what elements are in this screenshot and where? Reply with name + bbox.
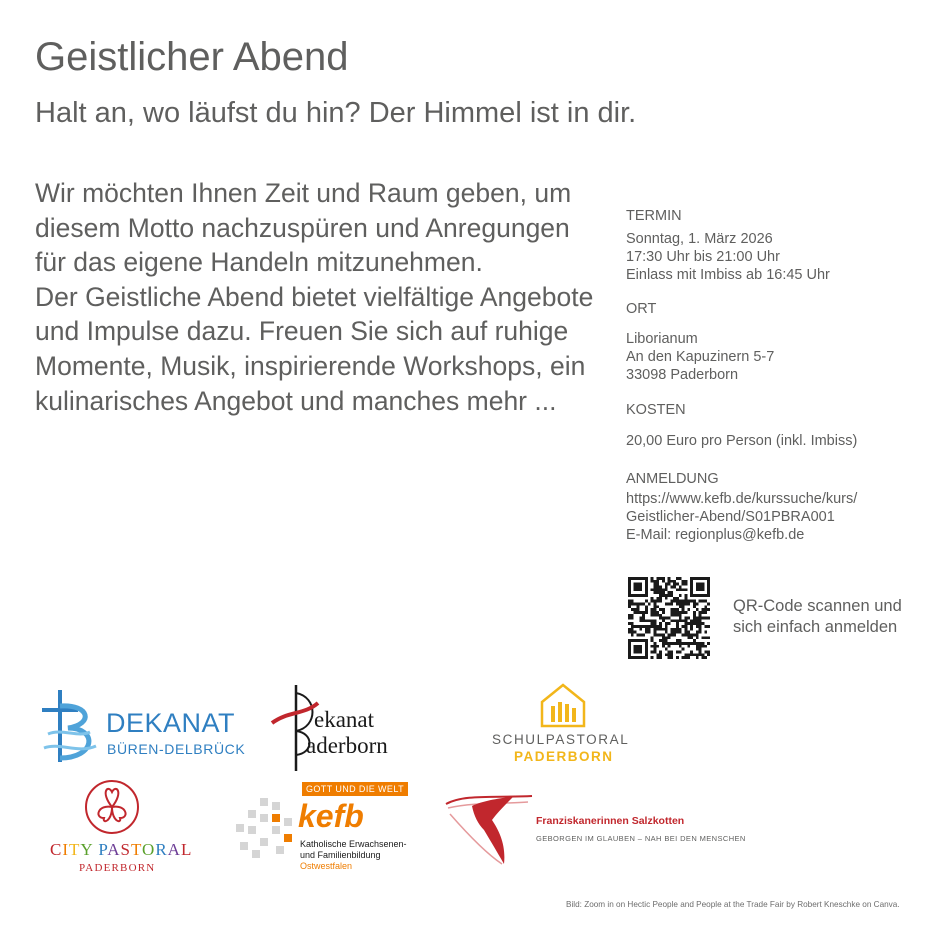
city-pastoral-letter: O	[142, 840, 156, 859]
logo-kefb	[230, 782, 420, 872]
qr-caption-line1: QR-Code scannen und	[733, 597, 902, 615]
dekanat-bd-emblem-icon	[38, 688, 108, 766]
city-pastoral-letter: R	[155, 840, 168, 859]
dekanat-pb-cross-icon	[270, 683, 320, 773]
page-subtitle: Halt an, wo läufst du hin? Der Himmel ist in dir.	[35, 97, 637, 129]
kefb-badge: GOTT UND DIE WELT	[302, 782, 408, 796]
logo-schulpastoral	[490, 682, 640, 767]
dekanat-bd-sub: BÜREN-DELBRÜCK	[107, 741, 246, 757]
kefb-line2: und Familienbildung	[300, 850, 381, 860]
schulpastoral-line1: SCHULPASTORAL	[492, 732, 630, 747]
image-credit: Bild: Zoom in on Hectic People and People at the Trade Fair by Robert Kneschke on Canva.	[566, 900, 900, 909]
logo-city-pastoral	[48, 778, 193, 878]
franziskanerinnen-name: Franziskanerinnen Salzkotten	[536, 815, 685, 827]
kefb-name: kefb	[298, 798, 364, 834]
city-pastoral-letter: Y	[80, 840, 94, 859]
termin-admission: Einlass mit Imbiss ab 16:45 Uhr	[626, 267, 830, 283]
city-pastoral-letter: I	[62, 840, 70, 859]
anmeldung-url-line2[interactable]: Geistlicher-Abend/S01PBRA001	[626, 509, 835, 525]
intro-text	[35, 176, 595, 418]
kosten-heading: KOSTEN	[626, 402, 686, 418]
ort-city: 33098 Paderborn	[626, 367, 739, 383]
anmeldung-heading: ANMELDUNG	[626, 471, 719, 487]
intro-paragraph-2: Der Geistliche Abend bietet vielfältige Angebote und Impulse dazu. Freuen Sie sich auf ruhige Momente, Musik, inspirierende Workshops, ein kulinarisches Angebot und manches mehr ...	[35, 281, 594, 416]
franziskanerinnen-motto: GEBORGEN IM GLAUBEN – NAH BEI DEN MENSCHEN	[536, 834, 746, 843]
kefb-description	[300, 839, 407, 872]
anmeldung-url-line1[interactable]: https://www.kefb.de/kurssuche/kurs/	[626, 491, 858, 507]
termin-section	[626, 207, 830, 284]
franziskanerinnen-tau-icon	[444, 790, 534, 868]
ort-heading: ORT	[626, 301, 657, 317]
logo-dekanat-bueren-delbrueck	[38, 688, 246, 768]
kefb-line1: Katholische Erwachsenen-	[300, 839, 407, 849]
kefb-squares-icon	[230, 796, 300, 866]
school-house-icon	[538, 682, 588, 730]
dekanat-pb-line2: aderborn	[306, 733, 388, 758]
ort-venue: Liborianum	[626, 331, 698, 347]
city-pastoral-letter: L	[180, 840, 193, 859]
city-pastoral-letter: T	[69, 840, 81, 859]
city-pastoral-flower-icon	[82, 778, 142, 836]
kosten-price: 20,00 Euro pro Person (inkl. Imbiss)	[626, 433, 858, 449]
schulpastoral-line2: PADERBORN	[514, 749, 614, 764]
city-pastoral-letter: T	[130, 840, 143, 859]
termin-heading: TERMIN	[626, 208, 682, 224]
qr-caption-line2: sich einfach anmelden	[733, 618, 898, 636]
dekanat-pb-line1: ekanat	[314, 707, 375, 732]
anmeldung-email[interactable]: E-Mail: regionplus@kefb.de	[626, 527, 805, 543]
termin-time: 17:30 Uhr bis 21:00 Uhr	[626, 249, 780, 265]
intro-paragraph-1: Wir möchten Ihnen Zeit und Raum geben, um diesem Motto nachzuspüren und Anregungen für das eigene Handeln mitzunehmen.	[35, 178, 572, 278]
page-title: Geistlicher Abend	[35, 35, 349, 79]
ort-section	[626, 300, 774, 384]
logo-dekanat-paderborn	[270, 683, 420, 773]
city-pastoral-letter: P	[98, 840, 108, 859]
city-pastoral-letter: C	[50, 840, 63, 859]
city-pastoral-letter: A	[107, 840, 121, 859]
termin-date: Sonntag, 1. März 2026	[626, 231, 773, 247]
qr-caption	[733, 596, 902, 638]
kefb-line3: Ostwestfalen	[300, 861, 353, 871]
city-pastoral-line1	[50, 840, 192, 860]
ort-street: An den Kapuzinern 5-7	[626, 349, 775, 365]
city-pastoral-line2: PADERBORN	[79, 862, 156, 874]
anmeldung-section	[626, 470, 857, 544]
qr-code[interactable]	[628, 577, 710, 659]
city-pastoral-letter: A	[167, 840, 181, 859]
dekanat-bd-name: DEKANAT	[106, 708, 236, 738]
city-pastoral-letter: S	[120, 840, 131, 859]
kosten-section	[626, 401, 857, 450]
logo-franziskanerinnen	[444, 790, 744, 870]
